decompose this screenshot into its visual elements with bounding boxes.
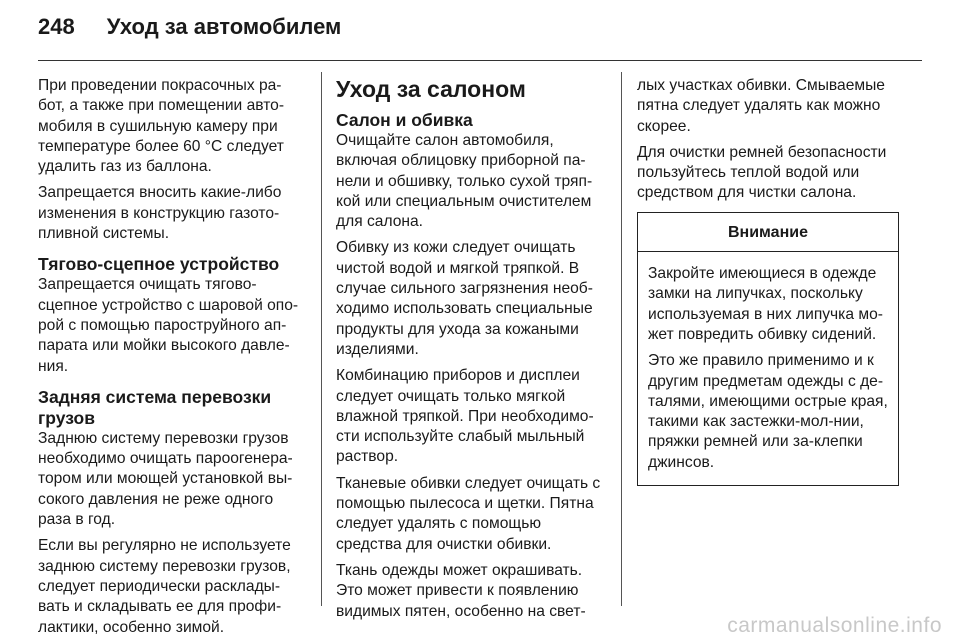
paragraph-clothing-dye: Ткань одежды может окрашивать. Это может привести к появлению видимых пятен, особенно на свет-: [336, 561, 586, 620]
column-middle: [336, 76, 608, 628]
chapter-title: Уход за автомобилем: [106, 14, 342, 39]
paragraph-gas-removal: При проведении покрасочных ра-бот, а также при помещении авто-мобиля в сушильную камеру при температуре более 60 °C следует удалить газ из баллона.: [38, 77, 285, 176]
watermark: carmanualsonline.info: [727, 614, 942, 637]
heading-towing-device: Тягово-сцепное устройство: [38, 254, 280, 275]
header-rule: [38, 60, 922, 61]
heading-interior-care: Уход за салоном: [336, 76, 526, 102]
column-divider-2: [621, 72, 622, 606]
notice-title: Внимание: [638, 213, 898, 252]
column-divider-1: [321, 72, 322, 606]
paragraph-rear-carrier-maintenance: Если вы регулярно не используете заднюю систему перевозки грузов, следует периодически расклады-вать и складывать ее для профи-лактики, особенно зимой.: [38, 537, 291, 636]
paragraph-towing-cleaning: Запрещается очищать тягово-сцепное устройство с шаровой опо-рой с помощью пароструйного ап-парата или мойки высокого давле-ния.: [38, 276, 299, 375]
paragraph-instrument-cluster: Комбинацию приборов и дисплеи следует очищать только мягкой влажной тряпкой. При необходимо-сти используйте слабый мыльный раствор.: [336, 367, 594, 466]
paragraph-stains: лых участках обивки. Смываемые пятна следует удалять как можно скорее.: [637, 77, 885, 135]
paragraph-seat-belts: Для очистки ремней безопасности пользуйтесь теплой водой или средством для чистки салона.: [637, 143, 887, 202]
notice-box: [637, 212, 899, 486]
paragraph-interior-cleaning: Очищайте салон автомобиля, включая облицовку приборной па-нели и обшивку, только сухой тряп-кой или специальным очистителем для салона.: [336, 132, 593, 231]
notice-body: [638, 252, 898, 485]
heading-interior-upholstery: Салон и обивка: [336, 110, 473, 130]
paragraph-leather: Обивку из кожи следует очищать чистой водой и мягкой тряпкой. В случае сильного загрязнения необ-ходимо использовать специальные продукты для ухода за кожаными изделиями.: [336, 239, 593, 358]
paragraph-fabric: Тканевые обивки следует очищать с помощью пылесоса и щетки. Пятна следует удалять с помощью средства для очистки обивки.: [336, 474, 601, 553]
paragraph-no-modifications: Запрещается вносить какие-либо изменения в конструкцию газото-пливной системы.: [38, 184, 282, 243]
column-right: [637, 76, 899, 486]
heading-rear-carrier: Задняя система перевозки грузов: [38, 386, 272, 428]
notice-paragraph-velcro: Закройте имеющиеся в одежде замки на липучках, поскольку используемая в них липучка мо-жет повредить обивку сидений.: [648, 265, 883, 343]
paragraph-rear-carrier-cleaning: Заднюю систему перевозки грузов необходимо очищать пароогенера-тором или моющей установкой вы-сокого давления не реже одного раза в год.: [38, 429, 293, 529]
notice-paragraph-sharp-edges: Это же правило применимо и к другим предметам одежды с де-талями, имеющими острые края, такими как застежки-мол-нии, пряжки ремней или за-клепки джинсов.: [648, 352, 888, 471]
column-left: [38, 76, 308, 644]
page-header: [38, 14, 341, 54]
page-number: 248: [38, 14, 75, 39]
